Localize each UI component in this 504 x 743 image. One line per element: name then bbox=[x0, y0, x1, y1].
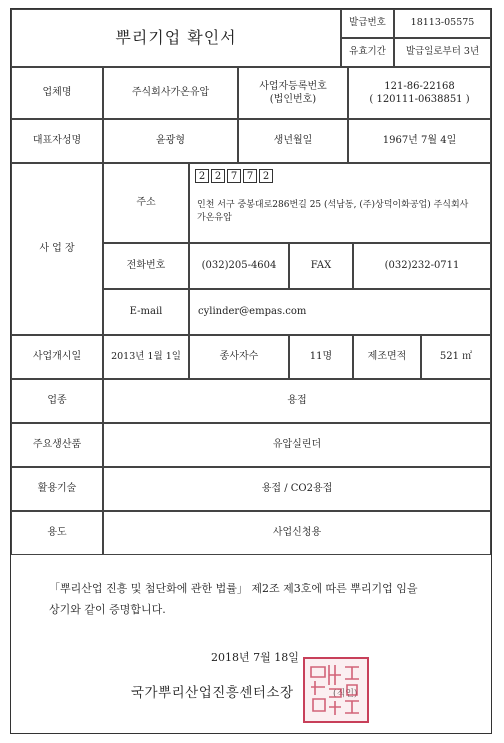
business-site-label: 사 업 장 bbox=[11, 163, 103, 335]
fax-label: FAX bbox=[289, 243, 353, 289]
email-value: cylinder@empas.com bbox=[189, 289, 491, 335]
validity-label: 유효기간 bbox=[341, 38, 394, 67]
address-text bbox=[197, 199, 487, 225]
postal-digit: 7 bbox=[227, 169, 241, 183]
birth-date-value: 1967년 7월 4일 bbox=[348, 119, 491, 163]
postal-digit: 7 bbox=[243, 169, 257, 183]
usage-label: 용도 bbox=[11, 511, 103, 555]
start-date-value: 2013년 1월 1일 bbox=[103, 335, 189, 379]
industry-label: 업종 bbox=[11, 379, 103, 423]
business-number-label-line-1: 사업자등록번호 bbox=[259, 80, 327, 92]
document-title: 뿌리기업 확인서 bbox=[11, 9, 341, 67]
usage-value: 사업신청용 bbox=[103, 511, 491, 555]
postal-digit: 2 bbox=[195, 169, 209, 183]
address-line-2: 가온유압 bbox=[197, 213, 232, 224]
address-line-1: 인천 서구 중봉대로286번길 25 (석남동, (주)상덕이화공업) 주식회사 bbox=[197, 200, 469, 210]
address-label: 주소 bbox=[103, 163, 189, 243]
declaration-line-2: 상기와 같이 증명합니다. bbox=[49, 602, 166, 616]
ceo-name-label: 대표자성명 bbox=[11, 119, 103, 163]
issue-date: 2018년 7월 18일 bbox=[211, 651, 299, 664]
phone-label: 전화번호 bbox=[103, 243, 189, 289]
start-date-label: 사업개시일 bbox=[11, 335, 103, 379]
postal-digit: 2 bbox=[211, 169, 225, 183]
business-number-value-line-1: 121-86-22168 bbox=[384, 80, 455, 92]
employees-label: 종사자수 bbox=[189, 335, 289, 379]
official-seal bbox=[303, 657, 369, 723]
company-name-value: 주식회사가온유압 bbox=[103, 67, 238, 119]
postal-digit: 2 bbox=[259, 169, 273, 183]
business-number-label-line-2: (법인번호) bbox=[269, 94, 317, 105]
email-label: E-mail bbox=[103, 289, 189, 335]
ceo-name-value: 윤광형 bbox=[103, 119, 238, 163]
fax-value: (032)232-0711 bbox=[353, 243, 491, 289]
birth-date-label: 생년월일 bbox=[238, 119, 348, 163]
declaration-line-1: 「뿌리산업 진흥 및 첨단화에 관한 법률」 제2조 제3호에 따른 뿌리기업 임을 bbox=[49, 582, 418, 595]
seal-pattern-icon bbox=[305, 659, 367, 721]
declaration-text bbox=[49, 579, 479, 621]
employees-value: 11명 bbox=[289, 335, 353, 379]
main-product-value: 유압실린더 bbox=[103, 423, 491, 467]
company-name-label: 업체명 bbox=[11, 67, 103, 119]
floor-area-value: 521 ㎡ bbox=[421, 335, 491, 379]
business-number-label bbox=[238, 67, 348, 119]
technology-value: 용접 / CO2용접 bbox=[103, 467, 491, 511]
phone-value: (032)205-4604 bbox=[189, 243, 289, 289]
issue-number-label: 발급번호 bbox=[341, 9, 394, 38]
certificate-page bbox=[10, 8, 492, 734]
issuer-name: 국가뿌리산업진흥센터소장 bbox=[131, 685, 294, 701]
main-product-label: 주요생산품 bbox=[11, 423, 103, 467]
seal-mark: (직인) bbox=[333, 689, 358, 699]
business-number-value-line-2: ( 120111-0638851 ) bbox=[369, 94, 470, 105]
business-number-value bbox=[348, 67, 491, 119]
industry-value: 용접 bbox=[103, 379, 491, 423]
validity-value: 발급일로부터 3년 bbox=[394, 38, 491, 67]
issue-number-value: 18113-05575 bbox=[394, 9, 491, 38]
postal-code bbox=[195, 169, 273, 183]
technology-label: 활용기술 bbox=[11, 467, 103, 511]
floor-area-label: 제조면적 bbox=[353, 335, 421, 379]
